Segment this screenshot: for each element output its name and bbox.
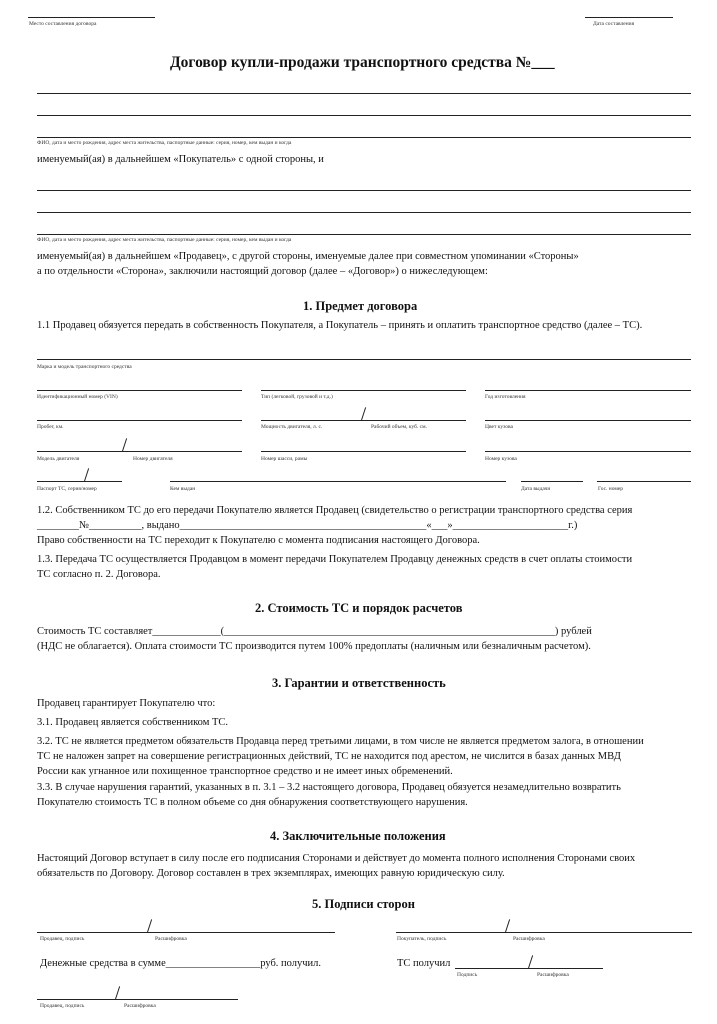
clause-1-2-line-3: Право собственности на ТС переходит к Покупателю с момента подписания настоящего Договора. <box>37 535 480 546</box>
color-line[interactable] <box>485 420 691 421</box>
mileage-label: Пробег, км. <box>37 424 64 430</box>
plate-line[interactable] <box>597 481 691 482</box>
place-line[interactable] <box>28 17 155 18</box>
clause-3-2-line-2: ТС не наложен запрет на совершение регистрационных действий, ТС не находится под арестом, не числится в базах данных МВД <box>37 751 621 762</box>
section-1-heading: 1. Предмет договора <box>303 299 418 313</box>
plate-label: Гос. номер <box>598 486 624 492</box>
type-label: Тип (легковой, грузовой и т.д.) <box>261 394 333 400</box>
clause-3-2-line-1: 3.2. ТС не является предметом обязательств Продавца перед третьими лицами, в том числе не является предметом залога, в отношении <box>37 736 644 747</box>
vin-label: Идентификационный номер (VIN) <box>37 394 118 400</box>
date-label: Дата составления <box>593 21 635 27</box>
buyer-line-2[interactable] <box>37 115 691 116</box>
vin-line[interactable] <box>37 390 242 391</box>
engine-number-label: Номер двигателя <box>133 456 173 462</box>
power-volume-divider <box>361 407 366 421</box>
clause-1-3-line-1: 1.3. Передача ТС осуществляется Продавцом в момент передачи Покупателем Продавцу денежных средств в счет оплаты стоимости <box>37 554 633 565</box>
make-model-label: Марка и модель транспортного средства <box>37 364 132 370</box>
volume-label: Рабочий объем, куб. см. <box>371 424 427 430</box>
seller-signature-divider <box>147 919 152 933</box>
chassis-label: Номер шасси, рамы <box>261 456 308 462</box>
clause-3-3-line-2: Покупателю стоимость ТС в полном объеме со дня обнаружения соответствующего нарушения. <box>37 797 468 808</box>
ts-received-divider <box>528 955 533 969</box>
section-4-line-1: Настоящий Договор вступает в силу после его подписания Сторонами и действует до момента полного исполнения Сторонами своих <box>37 853 636 864</box>
clause-1-2-line-1: 1.2. Собственником ТС до его передачи Покупателю является Продавец (свидетельство о регистрации транспортного средства серия <box>37 505 633 516</box>
power-volume-line[interactable] <box>261 420 466 421</box>
seller-line-2[interactable] <box>37 212 691 213</box>
money-received-line: Денежные средства в сумме__________________руб. получил. <box>40 958 322 969</box>
passport-line[interactable] <box>37 481 122 482</box>
body-number-line[interactable] <box>485 451 691 452</box>
seller-decode-label-2: Расшифровка <box>124 1003 156 1009</box>
issue-date-line[interactable] <box>521 481 583 482</box>
issued-by-label: Кем выдан <box>170 486 196 492</box>
year-line[interactable] <box>485 390 691 391</box>
clause-1-1: 1.1 Продавец обязуется передать в собственность Покупателя, а Покупатель – принять и оплатить транспортное средство (далее – ТС). <box>37 320 643 331</box>
passport-label: Паспорт ТС, серия/номер <box>37 486 97 492</box>
fio-note-1: ФИО, дата и место рождения, адрес места жительства, паспортные данные: серия, номер, кем выдан и когда <box>37 140 292 146</box>
clause-3-2-line-3: России как угнанное или похищенное транспортное средство и не имеет иных обременений. <box>37 766 453 777</box>
section-3-heading: 3. Гарантии и ответственность <box>272 676 446 690</box>
seller-signature-divider-2 <box>115 986 120 1000</box>
clause-3-1: 3.1. Продавец является собственником ТС. <box>37 717 229 728</box>
seller-line-1[interactable] <box>37 190 691 191</box>
issue-date-label: Дата выдачи <box>521 486 551 492</box>
document-title: Договор купли-продажи транспортного средства №___ <box>170 54 555 71</box>
make-model-line[interactable] <box>37 359 691 360</box>
body-number-label: Номер кузова <box>485 456 517 462</box>
mileage-line[interactable] <box>37 420 242 421</box>
seller-signature-label: Продавец, подпись <box>40 936 85 942</box>
buyer-designation: именуемый(ая) в дальнейшем «Покупатель» с одной стороны, и <box>37 154 324 165</box>
clause-3-3-line-1: 3.3. В случае нарушения гарантий, указанных в п. 3.1 – 3.2 настоящего договора, Продавец обязуется незамедлительно возвратить <box>37 782 621 793</box>
section-2-line-1: Стоимость ТС составляет_____________(_______________________________________________________________) рублей <box>37 626 592 637</box>
seller-designation-2: а по отдельности «Сторона», заключили настоящий договор (далее – «Договор») о нижеследующем: <box>37 266 488 277</box>
clause-1-3-line-2: ТС согласно п. 2. Договора. <box>37 569 161 580</box>
ts-sign-label: Подпись <box>457 972 478 978</box>
section-4-line-2: обязательств по Договору. Договор составлен в трех экземплярах, имеющих равную юридическую силу. <box>37 868 505 879</box>
ts-received-label: ТС получил <box>397 958 451 969</box>
fio-note-2: ФИО, дата и место рождения, адрес места жительства, паспортные данные: серия, номер, кем выдан и когда <box>37 237 292 243</box>
issued-by-line[interactable] <box>170 481 506 482</box>
seller-designation-1: именуемый(ая) в дальнейшем «Продавец», с другой стороны, именуемые далее при совместном упоминании «Стороны» <box>37 251 579 262</box>
power-label: Мощность двигателя, л. с. <box>261 424 323 430</box>
section-2-line-2: (НДС не облагается). Оплата стоимости ТС производится путем 100% предоплаты (наличным или безналичным расчетом). <box>37 641 591 652</box>
buyer-signature-divider <box>505 919 510 933</box>
seller-signature-line-2[interactable] <box>37 999 238 1000</box>
buyer-signature-label: Покупатель, подпись <box>397 936 447 942</box>
ts-decode-label: Расшифровка <box>537 972 569 978</box>
buyer-line-3[interactable] <box>37 137 691 138</box>
buyer-decode-label: Расшифровка <box>513 936 545 942</box>
seller-signature-line[interactable] <box>37 932 335 933</box>
engine-divider <box>122 438 127 452</box>
clause-1-2-line-2: ________№__________, выдано_______________________________________________«___»______________________г.) <box>37 520 578 531</box>
engine-model-label: Модель двигателя <box>37 456 80 462</box>
buyer-line-1[interactable] <box>37 93 691 94</box>
buyer-signature-line[interactable] <box>396 932 692 933</box>
section-2-heading: 2. Стоимость ТС и порядок расчетов <box>255 601 463 615</box>
seller-signature-label-2: Продавец, подпись <box>40 1003 85 1009</box>
date-line[interactable] <box>585 17 673 18</box>
seller-line-3[interactable] <box>37 234 691 235</box>
place-label: Место составления договора <box>29 21 97 27</box>
color-label: Цвет кузова <box>485 424 513 430</box>
type-line[interactable] <box>261 390 466 391</box>
section-5-heading: 5. Подписи сторон <box>312 897 415 911</box>
section-4-heading: 4. Заключительные положения <box>270 829 446 843</box>
section-3-intro: Продавец гарантирует Покупателю что: <box>37 698 216 709</box>
engine-line[interactable] <box>37 451 242 452</box>
year-label: Год изготовления <box>485 394 526 400</box>
chassis-line[interactable] <box>261 451 466 452</box>
passport-divider <box>84 468 89 482</box>
seller-decode-label: Расшифровка <box>155 936 187 942</box>
